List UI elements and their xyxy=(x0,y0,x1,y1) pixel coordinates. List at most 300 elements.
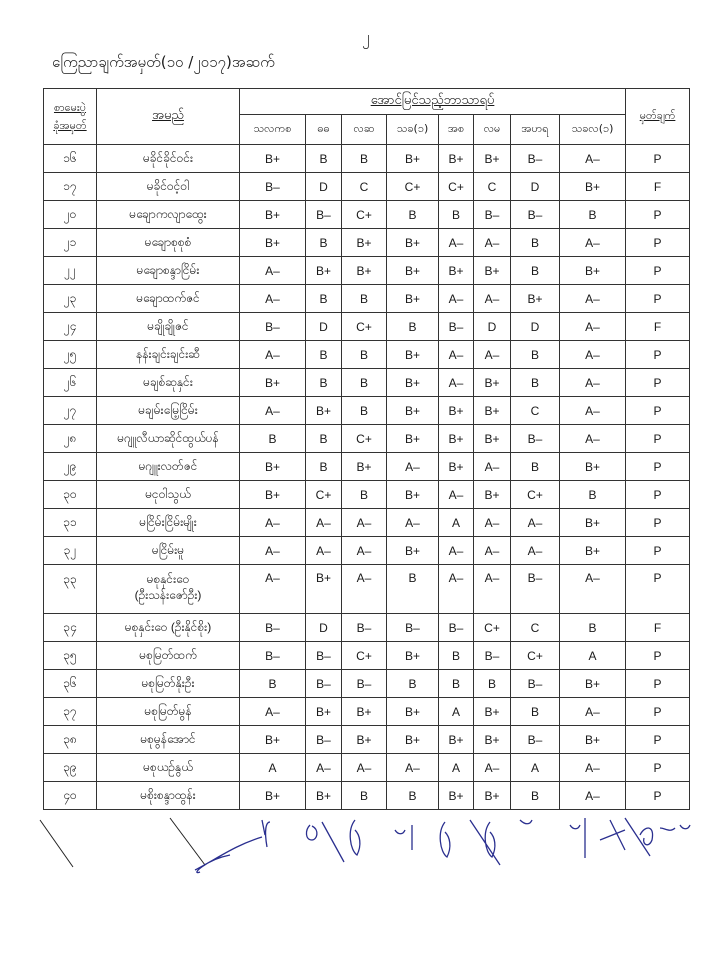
roll-number: ၂၂ xyxy=(44,257,97,285)
grade-cell: B+ xyxy=(560,726,626,754)
result-cell: P xyxy=(626,726,690,754)
result-cell: P xyxy=(626,565,690,614)
grade-cell: B xyxy=(240,425,306,453)
grade-cell: A– xyxy=(439,229,474,257)
signature xyxy=(262,820,270,847)
student-name-text: မဂျူလီယာဆိုင်ထွယ်ပန် xyxy=(117,430,219,445)
grade-cell: B xyxy=(474,670,511,698)
result-cell: F xyxy=(626,614,690,642)
grade-cell: B xyxy=(511,453,560,481)
strike-mark xyxy=(40,820,73,867)
grade-cell: B xyxy=(342,285,387,313)
grade-cell: B+ xyxy=(439,782,474,810)
grade-cell: B– xyxy=(511,670,560,698)
grade-cell: B+ xyxy=(439,726,474,754)
table-row xyxy=(44,341,690,369)
result-cell: P xyxy=(626,782,690,810)
grade-cell: B+ xyxy=(240,782,306,810)
roll-number: ၃၉ xyxy=(44,754,97,782)
grade-cell: A– xyxy=(474,229,511,257)
grade-cell: B– xyxy=(387,614,439,642)
table-row xyxy=(44,537,690,565)
grade-cell: D xyxy=(511,313,560,341)
roll-number: ၃၅ xyxy=(44,642,97,670)
document-title: ကြေညာချက်အမှတ်(၁၀ /၂၀၁၇)အဆက် xyxy=(52,53,275,71)
signature xyxy=(306,822,344,862)
grade-cell: A– xyxy=(560,145,626,173)
grade-cell: B+ xyxy=(387,257,439,285)
result-header: မှတ်ချက် xyxy=(626,89,690,145)
grade-cell: B– xyxy=(240,642,306,670)
grade-cell: B+ xyxy=(240,369,306,397)
student-name-note: (ဦးသန်းဇော်ဦး) xyxy=(134,588,202,602)
student-name-text: မချောထက်ဇင် xyxy=(136,290,200,305)
grade-cell: A– xyxy=(560,565,626,614)
grade-cell: A– xyxy=(342,754,387,782)
grade-cell: C+ xyxy=(342,201,387,229)
grade-cell: C+ xyxy=(342,313,387,341)
grade-cell: B– xyxy=(342,670,387,698)
result-cell: P xyxy=(626,257,690,285)
student-name xyxy=(97,698,240,726)
student-name xyxy=(97,397,240,425)
grade-cell: B xyxy=(342,397,387,425)
grade-cell: B xyxy=(240,670,306,698)
grade-cell: B+ xyxy=(439,397,474,425)
grade-cell: B+ xyxy=(560,453,626,481)
roll-header-line2: ခုံအမှတ် xyxy=(53,118,87,132)
table-row xyxy=(44,565,690,614)
grade-cell: B+ xyxy=(240,229,306,257)
table-row xyxy=(44,509,690,537)
grade-cell: A– xyxy=(474,537,511,565)
subjects-group-header: အောင်မြင်သည့်ဘာသာရပ် xyxy=(240,89,626,115)
roll-number: ၂၀ xyxy=(44,201,97,229)
grade-cell: B xyxy=(306,425,342,453)
roll-number: ၁၆ xyxy=(44,145,97,173)
student-name xyxy=(97,509,240,537)
grade-cell: B+ xyxy=(306,698,342,726)
grade-cell: B+ xyxy=(474,425,511,453)
grade-cell: B– xyxy=(511,726,560,754)
table-row xyxy=(44,229,690,257)
roll-number: ၃၁ xyxy=(44,509,97,537)
signature xyxy=(350,820,360,855)
grade-cell: B+ xyxy=(240,726,306,754)
grade-cell: A– xyxy=(240,509,306,537)
grade-cell: B+ xyxy=(474,369,511,397)
grade-cell: B+ xyxy=(240,145,306,173)
grade-cell: B+ xyxy=(474,726,511,754)
roll-header-line1: စာမေးပွဲ xyxy=(53,100,87,114)
table-row xyxy=(44,145,690,173)
table-row xyxy=(44,397,690,425)
subject-header: အဟရ xyxy=(511,115,560,145)
grade-cell: B– xyxy=(342,614,387,642)
result-cell: P xyxy=(626,285,690,313)
grade-cell: B– xyxy=(474,201,511,229)
student-name xyxy=(97,642,240,670)
grade-cell: B+ xyxy=(306,257,342,285)
grade-cell: B+ xyxy=(474,145,511,173)
grade-cell: B xyxy=(439,201,474,229)
student-name-text: မချောကလျာထွေး xyxy=(129,206,207,221)
grade-cell: D xyxy=(306,173,342,201)
student-name-text: မစုမြတ်မွန် xyxy=(144,703,192,718)
student-name xyxy=(97,565,240,614)
roll-number: ၂၆ xyxy=(44,369,97,397)
grade-cell: D xyxy=(306,614,342,642)
signatures xyxy=(0,800,727,900)
grade-cell: A– xyxy=(342,509,387,537)
subject-header: လဆ xyxy=(342,115,387,145)
grade-cell: A– xyxy=(439,369,474,397)
signature xyxy=(570,818,585,858)
grade-cell: A– xyxy=(306,754,342,782)
grade-cell: C+ xyxy=(342,425,387,453)
grade-cell: B+ xyxy=(439,145,474,173)
student-name-text: မငြိမ်းငြိမ်းမျိုး xyxy=(139,514,197,529)
grade-cell: B xyxy=(439,642,474,670)
grade-cell: A– xyxy=(240,698,306,726)
grade-cell: B– xyxy=(439,313,474,341)
grade-cell: B+ xyxy=(560,537,626,565)
table-row xyxy=(44,201,690,229)
grade-cell: B– xyxy=(306,201,342,229)
grade-cell: B xyxy=(306,145,342,173)
grade-cell: B xyxy=(387,782,439,810)
grade-cell: B+ xyxy=(439,425,474,453)
grade-cell: B– xyxy=(306,726,342,754)
grade-cell: B+ xyxy=(342,229,387,257)
grade-cell: B+ xyxy=(474,698,511,726)
grade-cell: A– xyxy=(306,509,342,537)
grade-cell: A– xyxy=(240,285,306,313)
result-cell: P xyxy=(626,425,690,453)
signature xyxy=(600,818,650,856)
grade-cell: B+ xyxy=(474,257,511,285)
grade-cell: D xyxy=(306,313,342,341)
result-cell: P xyxy=(626,481,690,509)
grade-cell: B+ xyxy=(474,481,511,509)
table-row xyxy=(44,257,690,285)
signature xyxy=(195,837,262,873)
grade-cell: C+ xyxy=(474,614,511,642)
result-cell: P xyxy=(626,698,690,726)
roll-number: ၃၈ xyxy=(44,726,97,754)
grade-cell: B+ xyxy=(387,726,439,754)
grade-cell: B xyxy=(439,670,474,698)
signature xyxy=(395,825,412,850)
grade-cell: B– xyxy=(240,313,306,341)
grade-cell: A– xyxy=(474,509,511,537)
subject-header: ဓဓ xyxy=(306,115,342,145)
result-cell: P xyxy=(626,670,690,698)
grade-cell: B+ xyxy=(387,397,439,425)
student-name-text: မငြိမ်းမူ xyxy=(151,542,185,557)
table-row xyxy=(44,313,690,341)
roll-number: ၁၇ xyxy=(44,173,97,201)
grade-cell: A– xyxy=(560,425,626,453)
signature xyxy=(640,825,690,845)
grade-cell: C+ xyxy=(511,642,560,670)
grade-cell: B xyxy=(342,341,387,369)
grade-cell: A– xyxy=(342,565,387,614)
grade-cell: B xyxy=(560,481,626,509)
grade-cell: C xyxy=(342,173,387,201)
student-name xyxy=(97,201,240,229)
result-cell: P xyxy=(626,397,690,425)
roll-number: ၂၈ xyxy=(44,425,97,453)
roll-number: ၃၇ xyxy=(44,698,97,726)
grade-cell: B+ xyxy=(439,257,474,285)
signature xyxy=(520,820,532,824)
results-table xyxy=(43,88,690,810)
student-name-text: မဂျူးလတ်ဇင် xyxy=(138,458,198,473)
grade-cell: A– xyxy=(560,782,626,810)
subject-header: လမ xyxy=(474,115,511,145)
grade-cell: B+ xyxy=(387,285,439,313)
grade-cell: A– xyxy=(439,285,474,313)
student-name xyxy=(97,173,240,201)
result-cell: P xyxy=(626,453,690,481)
grade-cell: B+ xyxy=(387,481,439,509)
grade-cell: A– xyxy=(387,754,439,782)
grade-cell: B+ xyxy=(240,453,306,481)
table-row xyxy=(44,285,690,313)
grade-cell: B+ xyxy=(240,201,306,229)
grade-cell: A– xyxy=(560,313,626,341)
grade-cell: A– xyxy=(439,481,474,509)
roll-number: ၂၉ xyxy=(44,453,97,481)
grade-cell: D xyxy=(474,313,511,341)
student-name xyxy=(97,229,240,257)
grade-cell: C xyxy=(474,173,511,201)
grade-cell: C+ xyxy=(511,481,560,509)
grade-cell: B+ xyxy=(387,642,439,670)
grade-cell: B xyxy=(387,565,439,614)
grade-cell: B– xyxy=(511,145,560,173)
table-row xyxy=(44,481,690,509)
result-cell: P xyxy=(626,145,690,173)
grade-cell: A– xyxy=(474,341,511,369)
grade-cell: B+ xyxy=(342,453,387,481)
grade-cell: A xyxy=(439,698,474,726)
grade-cell: B– xyxy=(511,425,560,453)
student-name-text: မစိုးစန္ဒာထွန်း xyxy=(140,787,196,802)
student-name-text: မချောစန္ဒာငြိမ်း xyxy=(136,262,200,277)
grade-cell: A– xyxy=(306,537,342,565)
signature xyxy=(470,820,500,865)
grade-cell: B+ xyxy=(387,425,439,453)
student-name xyxy=(97,537,240,565)
grade-cell: A– xyxy=(342,537,387,565)
result-cell: F xyxy=(626,173,690,201)
grade-cell: A– xyxy=(560,285,626,313)
student-name xyxy=(97,614,240,642)
grade-cell: A– xyxy=(240,341,306,369)
student-name-text: နန်းချင်းချင်းဆီ xyxy=(136,346,200,361)
roll-number: ၃၄ xyxy=(44,614,97,642)
grade-cell: A– xyxy=(560,341,626,369)
subject-header: သလကစ xyxy=(240,115,306,145)
grade-cell: B– xyxy=(240,614,306,642)
grade-cell: B– xyxy=(511,565,560,614)
table-row xyxy=(44,726,690,754)
grade-cell: A– xyxy=(511,537,560,565)
grade-cell: B+ xyxy=(560,509,626,537)
student-name xyxy=(97,285,240,313)
subject-header: အစ xyxy=(439,115,474,145)
grade-cell: A xyxy=(560,642,626,670)
grade-cell: A– xyxy=(439,537,474,565)
grade-cell: B+ xyxy=(387,145,439,173)
grade-cell: A– xyxy=(560,369,626,397)
roll-number: ၂၃ xyxy=(44,285,97,313)
grade-cell: B+ xyxy=(342,726,387,754)
grade-cell: A– xyxy=(387,509,439,537)
grade-cell: A– xyxy=(560,229,626,257)
grade-cell: A xyxy=(511,754,560,782)
table-body xyxy=(44,145,690,810)
roll-number: ၂၅ xyxy=(44,341,97,369)
grade-cell: B+ xyxy=(387,537,439,565)
grade-cell: B+ xyxy=(342,257,387,285)
grade-cell: A– xyxy=(240,397,306,425)
student-name-text: မစုမွန်အောင် xyxy=(140,731,196,746)
signature xyxy=(440,822,450,857)
student-name xyxy=(97,453,240,481)
table-row xyxy=(44,670,690,698)
result-cell: P xyxy=(626,341,690,369)
grade-cell: A– xyxy=(439,341,474,369)
grade-cell: B+ xyxy=(306,397,342,425)
table-row xyxy=(44,698,690,726)
student-name xyxy=(97,369,240,397)
grade-cell: B+ xyxy=(240,481,306,509)
grade-cell: B– xyxy=(511,201,560,229)
grade-cell: B+ xyxy=(387,369,439,397)
result-cell: P xyxy=(626,537,690,565)
student-name-text: မစုမြတ်ထက် xyxy=(139,647,197,662)
grade-cell: B+ xyxy=(560,173,626,201)
grade-cell: A xyxy=(240,754,306,782)
roll-number: ၃၃ xyxy=(44,565,97,614)
grade-cell: B xyxy=(560,201,626,229)
grade-cell: B– xyxy=(306,642,342,670)
result-cell: P xyxy=(626,642,690,670)
grade-cell: A– xyxy=(240,565,306,614)
grade-cell: B+ xyxy=(306,565,342,614)
grade-cell: A– xyxy=(474,754,511,782)
grade-cell: B+ xyxy=(387,229,439,257)
name-header: အမည် xyxy=(97,89,240,145)
grade-cell: B xyxy=(387,670,439,698)
grade-cell: B xyxy=(511,369,560,397)
grade-cell: B+ xyxy=(439,453,474,481)
grade-cell: A– xyxy=(474,453,511,481)
subject-header: သခ(၁) xyxy=(387,115,439,145)
grade-cell: B– xyxy=(240,173,306,201)
grade-cell: A– xyxy=(474,285,511,313)
grade-cell: B+ xyxy=(387,341,439,369)
student-name-text: မစုနှင်းဝေ (ဦးနိုင်စိုး) xyxy=(124,619,212,634)
table-row xyxy=(44,754,690,782)
student-name xyxy=(97,341,240,369)
grade-cell: B– xyxy=(474,642,511,670)
grade-cell: B xyxy=(511,782,560,810)
student-name-text: မချိုချိုဇင် xyxy=(147,318,189,333)
result-cell: P xyxy=(626,201,690,229)
grade-cell: C+ xyxy=(306,481,342,509)
grade-cell: A– xyxy=(560,397,626,425)
student-name xyxy=(97,754,240,782)
result-cell: P xyxy=(626,509,690,537)
grade-cell: B xyxy=(511,341,560,369)
strike-mark xyxy=(170,818,205,865)
student-name xyxy=(97,257,240,285)
result-cell: F xyxy=(626,313,690,341)
table-row xyxy=(44,614,690,642)
grade-cell: B xyxy=(560,614,626,642)
grade-cell: A– xyxy=(240,257,306,285)
grade-cell: B xyxy=(306,229,342,257)
subject-header: သခလ(၁) xyxy=(560,115,626,145)
student-name-text: မခိုင်ခိုင်ဝင်း xyxy=(142,150,194,165)
grade-cell: A– xyxy=(511,509,560,537)
grade-cell: B xyxy=(342,145,387,173)
grade-cell: B+ xyxy=(387,698,439,726)
grade-cell: B xyxy=(306,285,342,313)
grade-cell: B– xyxy=(306,670,342,698)
table-row xyxy=(44,642,690,670)
roll-number: ၂၇ xyxy=(44,397,97,425)
grade-cell: B+ xyxy=(474,397,511,425)
roll-number: ၃၆ xyxy=(44,670,97,698)
table-row xyxy=(44,453,690,481)
grade-cell: B+ xyxy=(560,670,626,698)
student-name-text: မငုဝါသွယ် xyxy=(145,486,191,501)
grade-cell: C+ xyxy=(387,173,439,201)
table-row xyxy=(44,369,690,397)
student-name-text: မချောစုစုစံ xyxy=(144,234,192,249)
grade-cell: B– xyxy=(439,614,474,642)
grade-cell: C+ xyxy=(342,642,387,670)
grade-cell: D xyxy=(511,173,560,201)
grade-cell: B+ xyxy=(511,285,560,313)
grade-cell: B xyxy=(387,313,439,341)
student-name-text: မစုမြတ်နိုးဦး xyxy=(141,675,195,690)
grade-cell: A– xyxy=(240,537,306,565)
grade-cell: C xyxy=(511,614,560,642)
table-row xyxy=(44,425,690,453)
student-name-text: မစုနှင်းဝေ xyxy=(146,572,190,586)
grade-cell: B xyxy=(511,229,560,257)
grade-cell: A– xyxy=(439,565,474,614)
grade-cell: B xyxy=(387,201,439,229)
grade-cell: C+ xyxy=(439,173,474,201)
grade-cell: C xyxy=(511,397,560,425)
student-name xyxy=(97,313,240,341)
result-cell: P xyxy=(626,369,690,397)
grade-cell: B xyxy=(342,481,387,509)
grade-cell: B xyxy=(306,369,342,397)
table-row xyxy=(44,173,690,201)
student-name xyxy=(97,145,240,173)
grade-cell: A xyxy=(439,509,474,537)
student-name-text: မစုယဉ်နွယ် xyxy=(143,759,193,774)
grade-cell: A xyxy=(439,754,474,782)
